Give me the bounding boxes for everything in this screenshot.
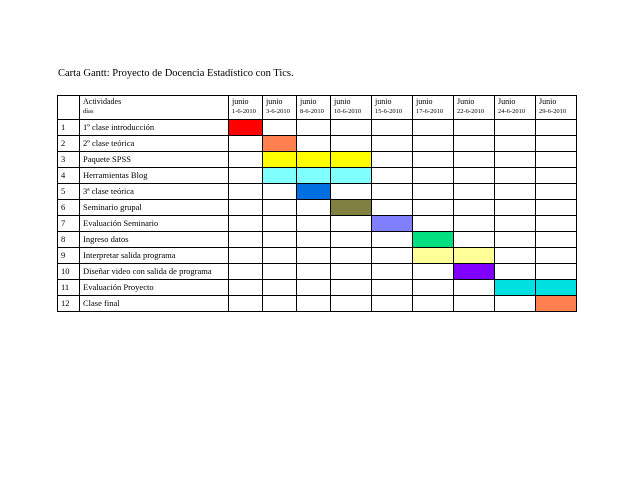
month-label: junio [266,97,283,106]
gantt-bar-cell [372,216,413,232]
table-row [58,152,577,168]
schedule-cell [495,296,536,312]
date-label: 15-6-2010 [375,108,403,115]
activity-name: 1º clase introducción [80,120,229,136]
days-header: días [83,108,94,115]
schedule-cell [263,200,297,216]
activity-name: Clase final [80,296,229,312]
schedule-cell [297,216,331,232]
header-activities-cell [80,96,229,120]
schedule-cell [297,280,331,296]
schedule-cell [331,280,372,296]
schedule-cell [372,184,413,200]
activity-name: Interpretar salida programa [80,248,229,264]
schedule-cell [297,120,331,136]
schedule-cell [495,120,536,136]
schedule-cell [536,152,577,168]
schedule-cell [454,168,495,184]
month-label: junio [334,97,351,106]
schedule-cell [229,216,263,232]
schedule-cell [495,200,536,216]
schedule-cell [229,200,263,216]
gantt-bar-cell [297,168,331,184]
gantt-bar-cell [413,248,454,264]
schedule-cell [297,248,331,264]
schedule-cell [413,200,454,216]
schedule-cell [536,264,577,280]
schedule-cell [297,264,331,280]
schedule-cell [372,232,413,248]
schedule-cell [331,136,372,152]
schedule-cell [536,168,577,184]
schedule-cell [495,216,536,232]
schedule-cell [454,280,495,296]
date-label: 29-6-2010 [539,108,567,115]
month-label: junio [416,97,433,106]
date-column-header [229,96,263,120]
schedule-cell [229,184,263,200]
gantt-bar-cell [331,152,372,168]
schedule-cell [413,280,454,296]
gantt-bar-cell [413,232,454,248]
month-label: junio [232,97,249,106]
date-column-header [297,96,331,120]
date-label: 10-6-2010 [334,108,362,115]
schedule-cell [229,248,263,264]
table-row [58,232,577,248]
schedule-cell [413,120,454,136]
gantt-bar-cell [331,168,372,184]
schedule-cell [536,136,577,152]
schedule-cell [413,296,454,312]
schedule-cell [413,216,454,232]
schedule-cell [372,136,413,152]
table-row [58,296,577,312]
activity-name: Diseñar video con salida de programa [80,264,229,280]
gantt-table [57,95,577,312]
gantt-bar-cell [263,152,297,168]
activities-header: Actividades [83,97,122,106]
table-row [58,120,577,136]
row-number: 3 [58,152,80,168]
row-number: 5 [58,184,80,200]
header-num-cell [58,96,80,120]
table-row [58,264,577,280]
activity-name: Paquete SPSS [80,152,229,168]
schedule-cell [413,152,454,168]
table-row [58,248,577,264]
schedule-cell [263,216,297,232]
schedule-cell [331,296,372,312]
month-label: junio [375,97,392,106]
schedule-cell [372,120,413,136]
schedule-cell [454,184,495,200]
row-number: 11 [58,280,80,296]
month-label: Junio [457,97,475,106]
month-label: Junio [539,97,557,106]
gantt-bar-cell [263,168,297,184]
schedule-cell [331,216,372,232]
activity-name: Seminario grupal [80,200,229,216]
schedule-cell [297,232,331,248]
schedule-cell [413,168,454,184]
row-number: 6 [58,200,80,216]
schedule-cell [495,168,536,184]
schedule-cell [454,120,495,136]
schedule-cell [495,232,536,248]
date-column-header [495,96,536,120]
schedule-cell [331,232,372,248]
row-number: 8 [58,232,80,248]
row-number: 1 [58,120,80,136]
schedule-cell [454,136,495,152]
schedule-cell [495,184,536,200]
schedule-cell [263,264,297,280]
schedule-cell [297,136,331,152]
row-number: 9 [58,248,80,264]
gantt-bar-cell [297,152,331,168]
schedule-cell [372,200,413,216]
row-number: 10 [58,264,80,280]
schedule-cell [454,296,495,312]
schedule-cell [263,248,297,264]
date-column-header [454,96,495,120]
gantt-bar-cell [495,280,536,296]
gantt-bar-cell [454,248,495,264]
page-title: Carta Gantt: Proyecto de Docencia Estadístico con Tics. [58,68,294,79]
schedule-cell [297,200,331,216]
table-row [58,280,577,296]
schedule-cell [495,264,536,280]
date-label: 24-6-2010 [498,108,526,115]
activity-name: Evaluación Proyecto [80,280,229,296]
gantt-bar-cell [331,200,372,216]
schedule-cell [331,264,372,280]
date-label: 22-6-2010 [457,108,485,115]
gantt-bar-cell [536,296,577,312]
gantt-bar-cell [297,184,331,200]
schedule-cell [229,232,263,248]
date-label: 8-6-2010 [300,108,324,115]
date-column-header [263,96,297,120]
month-label: Junio [498,97,516,106]
row-number: 2 [58,136,80,152]
schedule-cell [229,280,263,296]
activity-name: 2º clase teórica [80,136,229,152]
schedule-cell [372,248,413,264]
schedule-cell [229,136,263,152]
activity-name: Herramientas Blog [80,168,229,184]
schedule-cell [413,264,454,280]
schedule-cell [372,168,413,184]
table-row [58,216,577,232]
date-label: 1-6-2010 [232,108,256,115]
gantt-bar-cell [536,280,577,296]
schedule-cell [372,296,413,312]
schedule-cell [495,152,536,168]
schedule-cell [263,232,297,248]
schedule-cell [454,200,495,216]
schedule-cell [536,184,577,200]
table-row [58,184,577,200]
row-number: 7 [58,216,80,232]
schedule-cell [536,232,577,248]
schedule-cell [413,184,454,200]
activity-name: Evaluación Seminario [80,216,229,232]
schedule-cell [263,296,297,312]
gantt-bar-cell [229,120,263,136]
schedule-cell [495,136,536,152]
header-row [58,96,577,120]
schedule-cell [454,152,495,168]
schedule-cell [331,248,372,264]
schedule-cell [263,184,297,200]
date-column-header [536,96,577,120]
date-label: 3-6-2010 [266,108,290,115]
schedule-cell [454,232,495,248]
schedule-cell [263,280,297,296]
schedule-cell [263,120,297,136]
schedule-cell [372,280,413,296]
gantt-body [58,96,577,312]
schedule-cell [229,152,263,168]
gantt-bar-cell [263,136,297,152]
schedule-cell [297,296,331,312]
schedule-cell [372,152,413,168]
date-column-header [372,96,413,120]
schedule-cell [331,120,372,136]
date-column-header [331,96,372,120]
schedule-cell [536,200,577,216]
row-number: 12 [58,296,80,312]
schedule-cell [536,248,577,264]
gantt-bar-cell [454,264,495,280]
schedule-cell [536,120,577,136]
schedule-cell [229,264,263,280]
month-label: junio [300,97,317,106]
row-number: 4 [58,168,80,184]
schedule-cell [229,168,263,184]
activity-name: Ingreso datos [80,232,229,248]
activity-name: 3ª clase teórica [80,184,229,200]
schedule-cell [413,136,454,152]
schedule-cell [331,184,372,200]
schedule-cell [229,296,263,312]
schedule-cell [495,248,536,264]
date-column-header [413,96,454,120]
table-row [58,168,577,184]
schedule-cell [536,216,577,232]
table-row [58,136,577,152]
table-row [58,200,577,216]
schedule-cell [454,216,495,232]
schedule-cell [372,264,413,280]
date-label: 17-6-2010 [416,108,444,115]
